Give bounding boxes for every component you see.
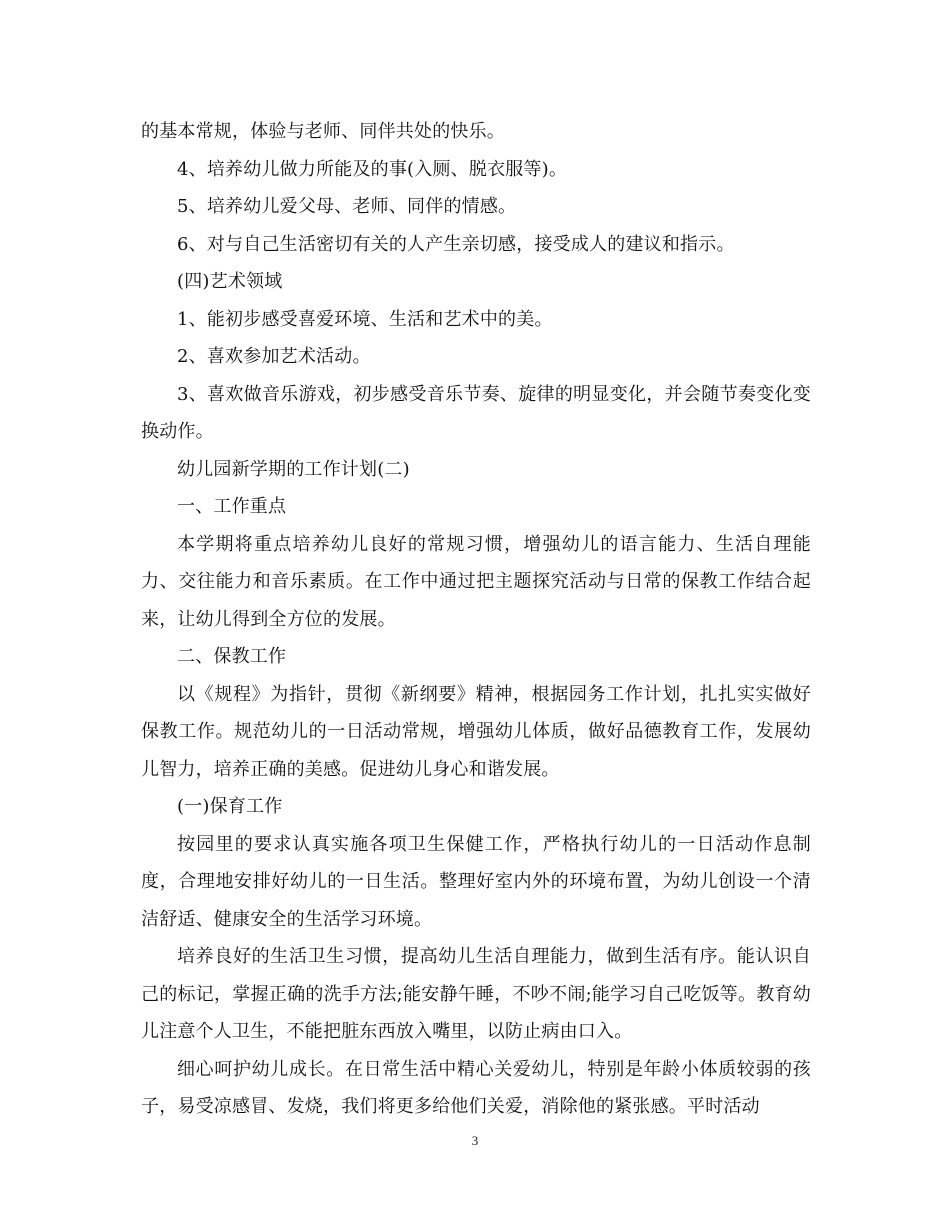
paragraph-focus: 本学期将重点培养幼儿良好的常规习惯，增强幼儿的语言能力、生活自理能力、交往能力和音乐素质。在工作中通过把主题探究活动与日常的保教工作结合起来，让幼儿得到全方位的发展。: [141, 533, 811, 630]
list-item-4: 4、培养幼儿做力所能及的事(入厕、脱衣服等)。: [177, 158, 568, 180]
paragraph-nursing-3: 细心呵护幼儿成长。在日常生活中精心关爱幼儿，特别是年龄小体质较弱的孩子，易受凉感冒、发烧，我们将更多给他们关爱，消除他的紧张感。平时活动: [141, 1058, 811, 1117]
paragraph-nursing-1: 按园里的要求认真实施各项卫生保健工作，严格执行幼儿的一日活动作息制度，合理地安排好幼儿的一日生活。整理好室内外的环境布置，为幼儿创设一个清洁舒适、健康安全的生活学习环境。: [141, 833, 811, 930]
list-item-1: 1、能初步感受喜爱环境、生活和艺术中的美。: [177, 308, 553, 330]
section-heading-art: (四)艺术领域: [177, 271, 283, 292]
document-subtitle: 幼儿园新学期的工作计划(二): [177, 458, 410, 480]
list-item-5: 5、培养幼儿爱父母、老师、同伴的情感。: [177, 196, 517, 217]
paragraph-care: 以《规程》为指针，贯彻《新纲要》精神，根据园务工作计划，扎扎实实做好保教工作。规范幼儿的一日活动常规，增强幼儿体质，做好品德教育工作，发展幼儿智力，培养正确的美感。促进幼儿身心和谐发展。: [141, 683, 811, 780]
paragraph-continuation: 的基本常规，体验与老师、同伴共处的快乐。: [141, 121, 505, 142]
paragraph-nursing-2: 培养良好的生活卫生习惯，提高幼儿生活自理能力，做到生活有序。能认识自己的标记，掌握正确的洗手方法;能安静午睡，不吵不闹;能学习自己吃饭等。教育幼儿注意个人卫生，不能把脏东西放入嘴里，以防止病由口入。: [141, 946, 811, 1042]
page-number: 3: [471, 1133, 479, 1148]
list-item-3: 3、喜欢做音乐游戏，初步感受音乐节奏、旋律的明显变化，并会随节奏变化变换动作。: [141, 383, 811, 442]
document-body: [141, 113, 811, 1126]
section-heading-care: 二、保教工作: [177, 646, 287, 667]
section-heading-nursing: (一)保育工作: [177, 796, 283, 817]
list-item-2: 2、喜欢参加艺术活动。: [177, 346, 371, 367]
list-item-6: 6、对与自己生活密切有关的人产生亲切感，接受成人的建议和指示。: [177, 233, 735, 255]
section-heading-focus: 一、工作重点: [177, 496, 287, 517]
